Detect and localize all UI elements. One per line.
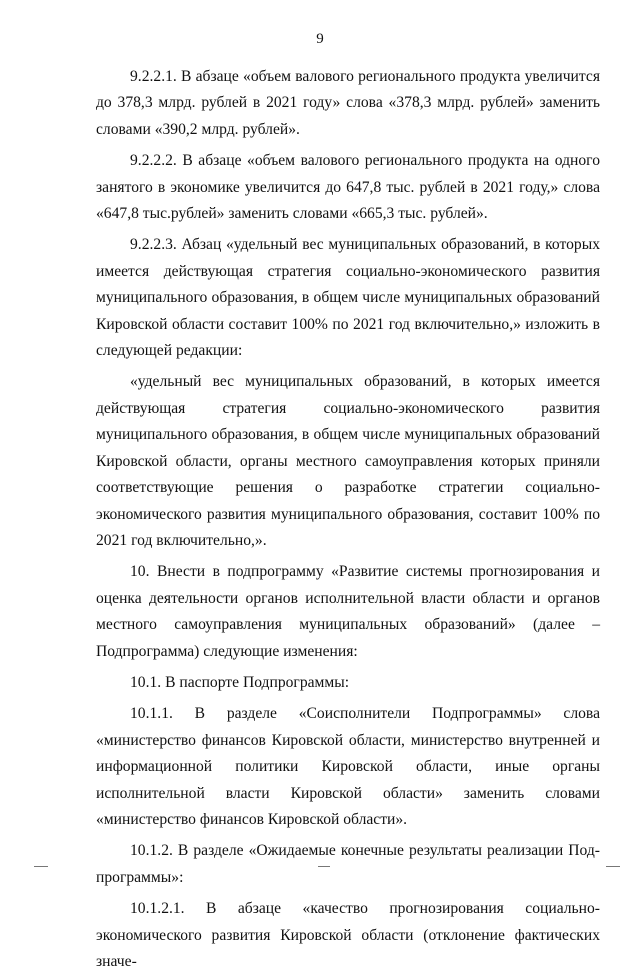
paragraph-quoted-wording: «удельный вес муниципальных образований, в которых имеется действующая стратегия социально-экономического развития муниципального образования, в общем числе муниципальных образований Кировской области, органы местного самоуправления которых приняли соответствующие решения о разработке стратегии социально-экономического развития муниципального образования, составит 100% по 2021 год включительно,». (96, 373, 600, 549)
scan-mark-center (318, 866, 330, 867)
paragraph-10-1-2: 10.1.2. В разделе «Ожидаемые конечные результаты реализации Подпрограммы»: (96, 842, 600, 886)
scan-mark-right (606, 866, 620, 867)
paragraph-9-2-2-3: 9.2.2.3. Абзац «удельный вес муниципальных образований, в которых имеется действующая стратегия социально-экономического развития муниципального образования, в общем числе муниципальных образований Кировской области составит 100% по 2021 год включительно,» изложить в следующей редакции: (96, 236, 600, 360)
page-number: 9 (316, 31, 324, 47)
paragraph-10-1: 10.1. В паспорте Подпрограммы: (130, 673, 350, 691)
paragraph-9-2-2-1: 9.2.2.1. В абзаце «объем валового регионального продукта увеличится до 378,3 млрд. рублей в 2021 году» слова «378,3 млрд. рублей» заменить словами «390,2 млрд. рублей». (96, 68, 600, 138)
paragraph-10-1-1: 10.1.1. В разделе «Соисполнители Подпрограммы» слова «министерство финансов Кировской области, министерство внутренней и информационной политики Кировской области, иные органы исполнительной власти Кировской области» заменить словами «министерство финансов Кировской области». (96, 705, 600, 828)
scan-mark-left (34, 866, 48, 867)
paragraph-10-1-2-1: 10.1.2.1. В абзаце «качество прогнозирования социально-экономического развития Кировской области (отклонение фактических значе- (96, 900, 600, 970)
document-body (96, 64, 600, 980)
paragraph-10: 10. Внести в подпрограмму «Развитие системы прогнозирования и оценка деятельности органов исполнительной власти области и органов местного самоуправления муниципальных образований» (далее – Подпрограмма) следующие изменения: (96, 563, 600, 660)
paragraph-9-2-2-2: 9.2.2.2. В абзаце «объем валового регионального продукта на одного занятого в экономике увеличится до 647,8 тыс. рублей в 2021 году,» слова «647,8 тыс.рублей» заменить словами «665,3 тыс. рублей». (96, 152, 600, 223)
